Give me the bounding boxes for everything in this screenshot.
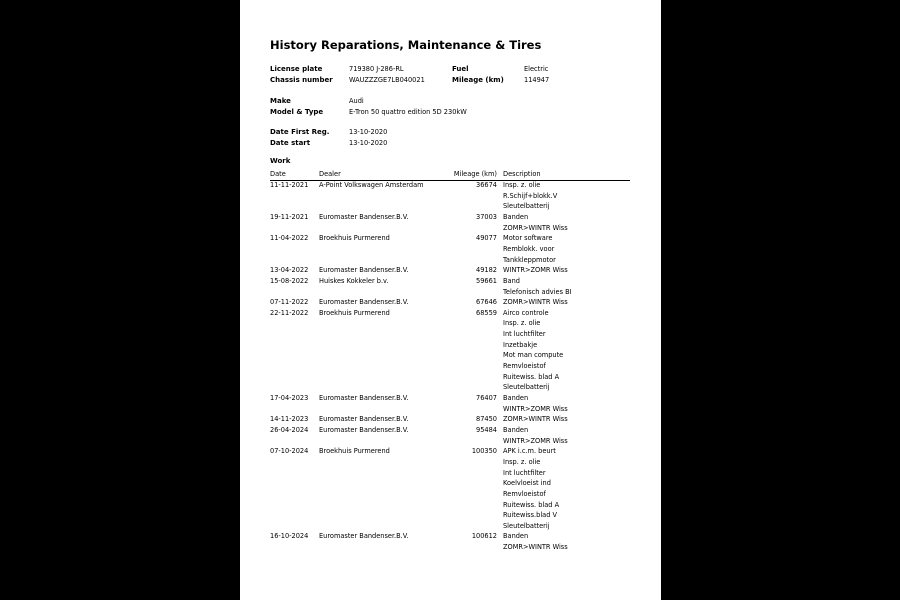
row-description: Airco controle (503, 308, 549, 317)
table-row (240, 468, 661, 479)
row-date: 17-04-2023 (270, 394, 309, 402)
row-description: Band (503, 276, 520, 285)
row-date: 19-11-2021 (270, 212, 309, 221)
table-row (240, 223, 661, 234)
row-description: ZOMR>WINTR Wiss (503, 415, 568, 424)
row-date: 11-11-2021 (270, 181, 309, 189)
row-dealer: Huiskes Kokkeler b.v. (319, 276, 389, 285)
row-dealer: Broekhuis Purmerend (319, 234, 390, 243)
row-description: R.Schijf+blokk.V (503, 191, 558, 200)
row-description: Banden (503, 212, 529, 221)
mileage-value: 114947 (524, 76, 550, 84)
row-dealer: Euromaster Bandenser.B.V. (319, 425, 409, 434)
row-description: Remblokk. voor (503, 244, 555, 253)
date-start-value: 13-10-2020 (349, 139, 388, 147)
row-mileage: 100612 (471, 532, 497, 541)
row-description: Sleutelbatterij (503, 383, 550, 392)
row-description: Banden (503, 425, 529, 434)
table-row (240, 255, 661, 266)
page-title: History Reparations, Maintenance & Tires (270, 38, 542, 52)
row-mileage: 36674 (476, 181, 497, 189)
row-mileage: 87450 (476, 415, 497, 424)
row-dealer: Euromaster Bandenser.B.V. (319, 394, 409, 402)
row-description: ZOMR>WINTR Wiss (503, 223, 568, 232)
row-description: Motor software (503, 234, 553, 243)
license-plate-value: 719380 J-286-RL (349, 65, 404, 73)
table-row (240, 318, 661, 329)
table-row (240, 436, 661, 447)
row-mileage: 100350 (471, 447, 497, 456)
table-row (240, 425, 661, 436)
table-row (240, 372, 661, 383)
table-row (240, 446, 661, 457)
row-date: 22-11-2022 (270, 308, 309, 317)
row-description: Insp. z. olie (503, 319, 541, 328)
row-description: Inzetbakje (503, 340, 538, 349)
model-label: Model & Type (270, 108, 324, 116)
table-row (240, 329, 661, 340)
row-description: Insp. z. olie (503, 181, 541, 189)
table-row (240, 244, 661, 255)
row-date: 26-04-2024 (270, 425, 309, 434)
row-mileage: 49182 (476, 266, 497, 275)
row-description: Remvloeistof (503, 489, 546, 498)
date-start-label: Date start (270, 139, 311, 147)
table-row (240, 457, 661, 468)
row-description: WINTR>ZOMR Wiss (503, 436, 568, 445)
row-date: 13-04-2022 (270, 266, 309, 275)
table-row (240, 404, 661, 415)
table-row (240, 489, 661, 500)
row-dealer: Euromaster Bandenser.B.V. (319, 415, 409, 424)
table-row (240, 521, 661, 532)
row-date: 07-11-2022 (270, 298, 309, 307)
table-row (240, 500, 661, 511)
license-plate-label: License plate (270, 65, 323, 73)
make-value: Audi (349, 97, 364, 105)
row-description: Int luchtfilter (503, 330, 546, 339)
table-row (240, 350, 661, 361)
row-date: 15-08-2022 (270, 276, 309, 285)
work-section-label: Work (270, 157, 291, 165)
table-row (240, 201, 661, 212)
table-row (240, 531, 661, 542)
row-description: APK i.c.m. beurt (503, 447, 556, 456)
row-mileage: 95484 (476, 425, 497, 434)
table-row (240, 297, 661, 308)
row-description: Koelvloeist ind (503, 479, 551, 488)
model-value: E-Tron 50 quattro edition 5D 230kW (349, 108, 467, 116)
table-row (240, 478, 661, 489)
row-description: Banden (503, 394, 529, 402)
row-mileage: 37003 (476, 212, 497, 221)
first-reg-label: Date First Reg. (270, 128, 330, 136)
table-row (240, 276, 661, 287)
mileage-label: Mileage (km) (452, 76, 504, 84)
row-description: ZOMR>WINTR Wiss (503, 543, 568, 552)
row-description: Banden (503, 532, 529, 541)
row-dealer: Euromaster Bandenser.B.V. (319, 266, 409, 275)
row-description: Ruitewiss. blad A (503, 500, 560, 509)
row-description: Remvloeistof (503, 362, 546, 371)
row-dealer: Euromaster Bandenser.B.V. (319, 212, 409, 221)
table-row (240, 308, 661, 319)
table-row (240, 414, 661, 425)
chassis-label: Chassis number (270, 76, 333, 84)
row-mileage: 67646 (476, 298, 497, 307)
row-description: Int luchtfilter (503, 468, 546, 477)
chassis-value: WAUZZZGE7LB040021 (349, 76, 425, 84)
table-row (240, 382, 661, 393)
row-description: WINTR>ZOMR Wiss (503, 404, 568, 413)
table-row (240, 361, 661, 372)
table-row (240, 233, 661, 244)
first-reg-value: 13-10-2020 (349, 128, 388, 136)
row-date: 14-11-2023 (270, 415, 309, 424)
make-label: Make (270, 97, 291, 105)
column-header-mileage: Mileage (km) (453, 170, 497, 178)
row-mileage: 68559 (476, 308, 497, 317)
row-description: Insp. z. olie (503, 457, 541, 466)
row-description: Ruitewiss.blad V (503, 511, 557, 520)
table-row (240, 340, 661, 351)
table-row (240, 393, 661, 404)
row-date: 16-10-2024 (270, 532, 309, 541)
row-dealer: Broekhuis Purmerend (319, 447, 390, 456)
document-page (240, 0, 661, 600)
row-dealer: Euromaster Bandenser.B.V. (319, 298, 409, 307)
row-description: WINTR>ZOMR Wiss (503, 266, 568, 275)
table-row (240, 265, 661, 276)
column-header-date: Date (270, 170, 286, 178)
column-header-description: Description (503, 170, 541, 178)
row-date: 11-04-2022 (270, 234, 309, 243)
row-dealer: Euromaster Bandenser.B.V. (319, 532, 409, 541)
row-mileage: 59661 (476, 276, 497, 285)
row-dealer: Broekhuis Purmerend (319, 308, 390, 317)
row-description: Mot man compute (503, 351, 564, 360)
table-row (240, 510, 661, 521)
fuel-value: Electric (524, 65, 549, 73)
row-description: Tankkleppmotor (503, 255, 556, 264)
table-row (240, 542, 661, 553)
row-description: Telefonisch advies BI (503, 287, 572, 296)
fuel-label: Fuel (452, 65, 469, 73)
row-description: Sleutelbatterij (503, 521, 550, 530)
row-description: Sleutelbatterij (503, 202, 550, 211)
row-mileage: 76407 (476, 394, 497, 402)
row-dealer: A-Point Volkswagen Amsterdam (319, 181, 424, 189)
table-row (240, 287, 661, 298)
row-mileage: 49077 (476, 234, 497, 243)
table-row (240, 212, 661, 223)
row-date: 07-10-2024 (270, 447, 309, 456)
table-row (240, 180, 661, 191)
table-row (240, 191, 661, 202)
column-header-dealer: Dealer (319, 170, 341, 178)
row-description: ZOMR>WINTR Wiss (503, 298, 568, 307)
row-description: Ruitewiss. blad A (503, 372, 560, 381)
